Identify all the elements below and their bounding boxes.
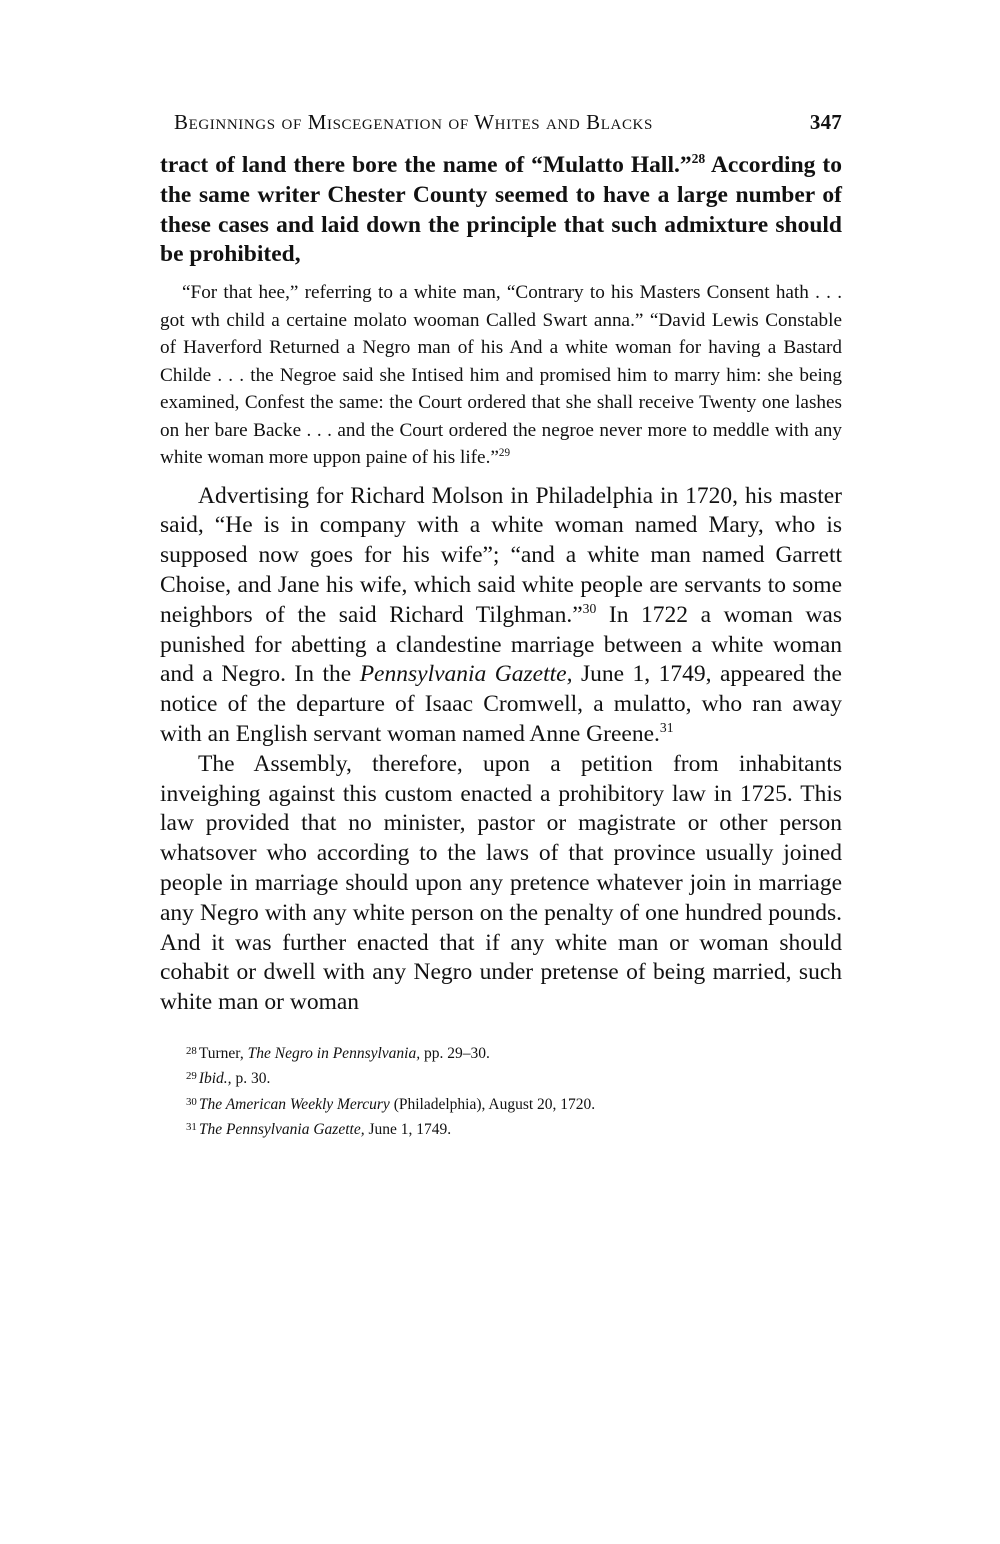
footnote-text: p. 30. [231, 1070, 271, 1088]
footnote-ref-30: 30 [582, 601, 597, 617]
footnote-italic: The Negro in Pennsylvania, [247, 1044, 421, 1062]
footnote-31 [186, 1116, 842, 1141]
paragraph-text: tract of land there bore the name of “Mulatto Hall.” [160, 152, 692, 178]
footnote-ref-29: 29 [498, 446, 511, 459]
footnote-ref-28: 28 [691, 151, 706, 167]
footnote-text: (Philadelphia), August 20, 1720. [389, 1095, 596, 1113]
paragraph-text: In 1722 a woman was punished for abetting a clandestine marriage between a white woman and a Negro. In the [160, 601, 842, 688]
book-page [160, 110, 842, 1141]
footnote-text: June 1, 1749. [364, 1120, 452, 1138]
footnote-mark: 31 [186, 1120, 197, 1133]
footnote-mark: 30 [186, 1095, 197, 1108]
paragraph-continuation [160, 151, 842, 270]
footnote-text: pp. 29–30. [420, 1044, 490, 1062]
running-head [174, 110, 842, 135]
footnote-text: Turner, [198, 1044, 248, 1062]
footnote-29 [186, 1065, 842, 1090]
paragraph-text: The Assembly, therefore, upon a petition from inhabitants inveighing against this custom enacted a prohibitory law in 1725. This law provided that no minister, pastor or magistrate or other person whatsover who according to the laws of that province usually joined people in marriage should upon any pretence whatever join in marriage any Negro with any white person on the penalty of one hundred pounds. And it was further enacted that if any white man or woman should cohabit or dwell with any Negro under pretense of being married, such white man or woman [160, 750, 842, 1016]
footnote-mark: 28 [186, 1045, 197, 1058]
italic-title: Pennsylvania Gazette, [359, 661, 573, 688]
footnote-italic: The American Weekly Mercury [198, 1095, 390, 1113]
page-number: 347 [809, 110, 842, 134]
paragraph-text: According to the same writer Chester County seemed to have a large number of these cases and laid down the principle that such admixture should be prohibited, [160, 152, 842, 268]
footnote-ref-31: 31 [659, 720, 674, 736]
paragraph-text: June 1, 1749, appeared the notice of the departure of Isaac Cromwell, a mulatto, who ran away with an English servant woman named Anne Greene. [160, 661, 842, 748]
footnote-italic: The Pennsylvania Gazette, [198, 1120, 365, 1138]
footnote-30 [186, 1091, 842, 1116]
footnote-italic: Ibid., [198, 1070, 232, 1088]
running-head-title: Beginnings of Miscegenation of Whites and Blacks [174, 110, 653, 134]
block-quote [160, 279, 842, 472]
paragraph-advertising [160, 482, 842, 750]
footnote-28 [186, 1040, 842, 1065]
paragraph-text: Advertising for Richard Molson in Philadelphia in 1720, his master said, “He is in company with a white woman named Mary, who is supposed now goes for his wife”; “and a white man named Garrett Choise, and Jane his wife, which said white people are servants to some neighbors of the said Richard Tilghman.” [160, 482, 842, 628]
paragraph-assembly [160, 750, 842, 1018]
footnotes [186, 1040, 842, 1141]
footnote-mark: 29 [186, 1070, 197, 1083]
quote-text: “For that hee,” referring to a white man, “Contrary to his Masters Consent hath . . . got wth child a certaine molato wooman Called Swart anna.” “David Lewis Constable of Haverford Returned a Negro man of his And a white woman for having a Bastard Childe . . . the Negroe said she Intised him and promised him to marry him: she being examined, Confest the same: the Court ordered that she shall receive Twenty one lashes on her bare Backe . . . and the Court ordered the negroe never more to meddle with any white woman more uppon paine of his life.” [160, 282, 842, 469]
